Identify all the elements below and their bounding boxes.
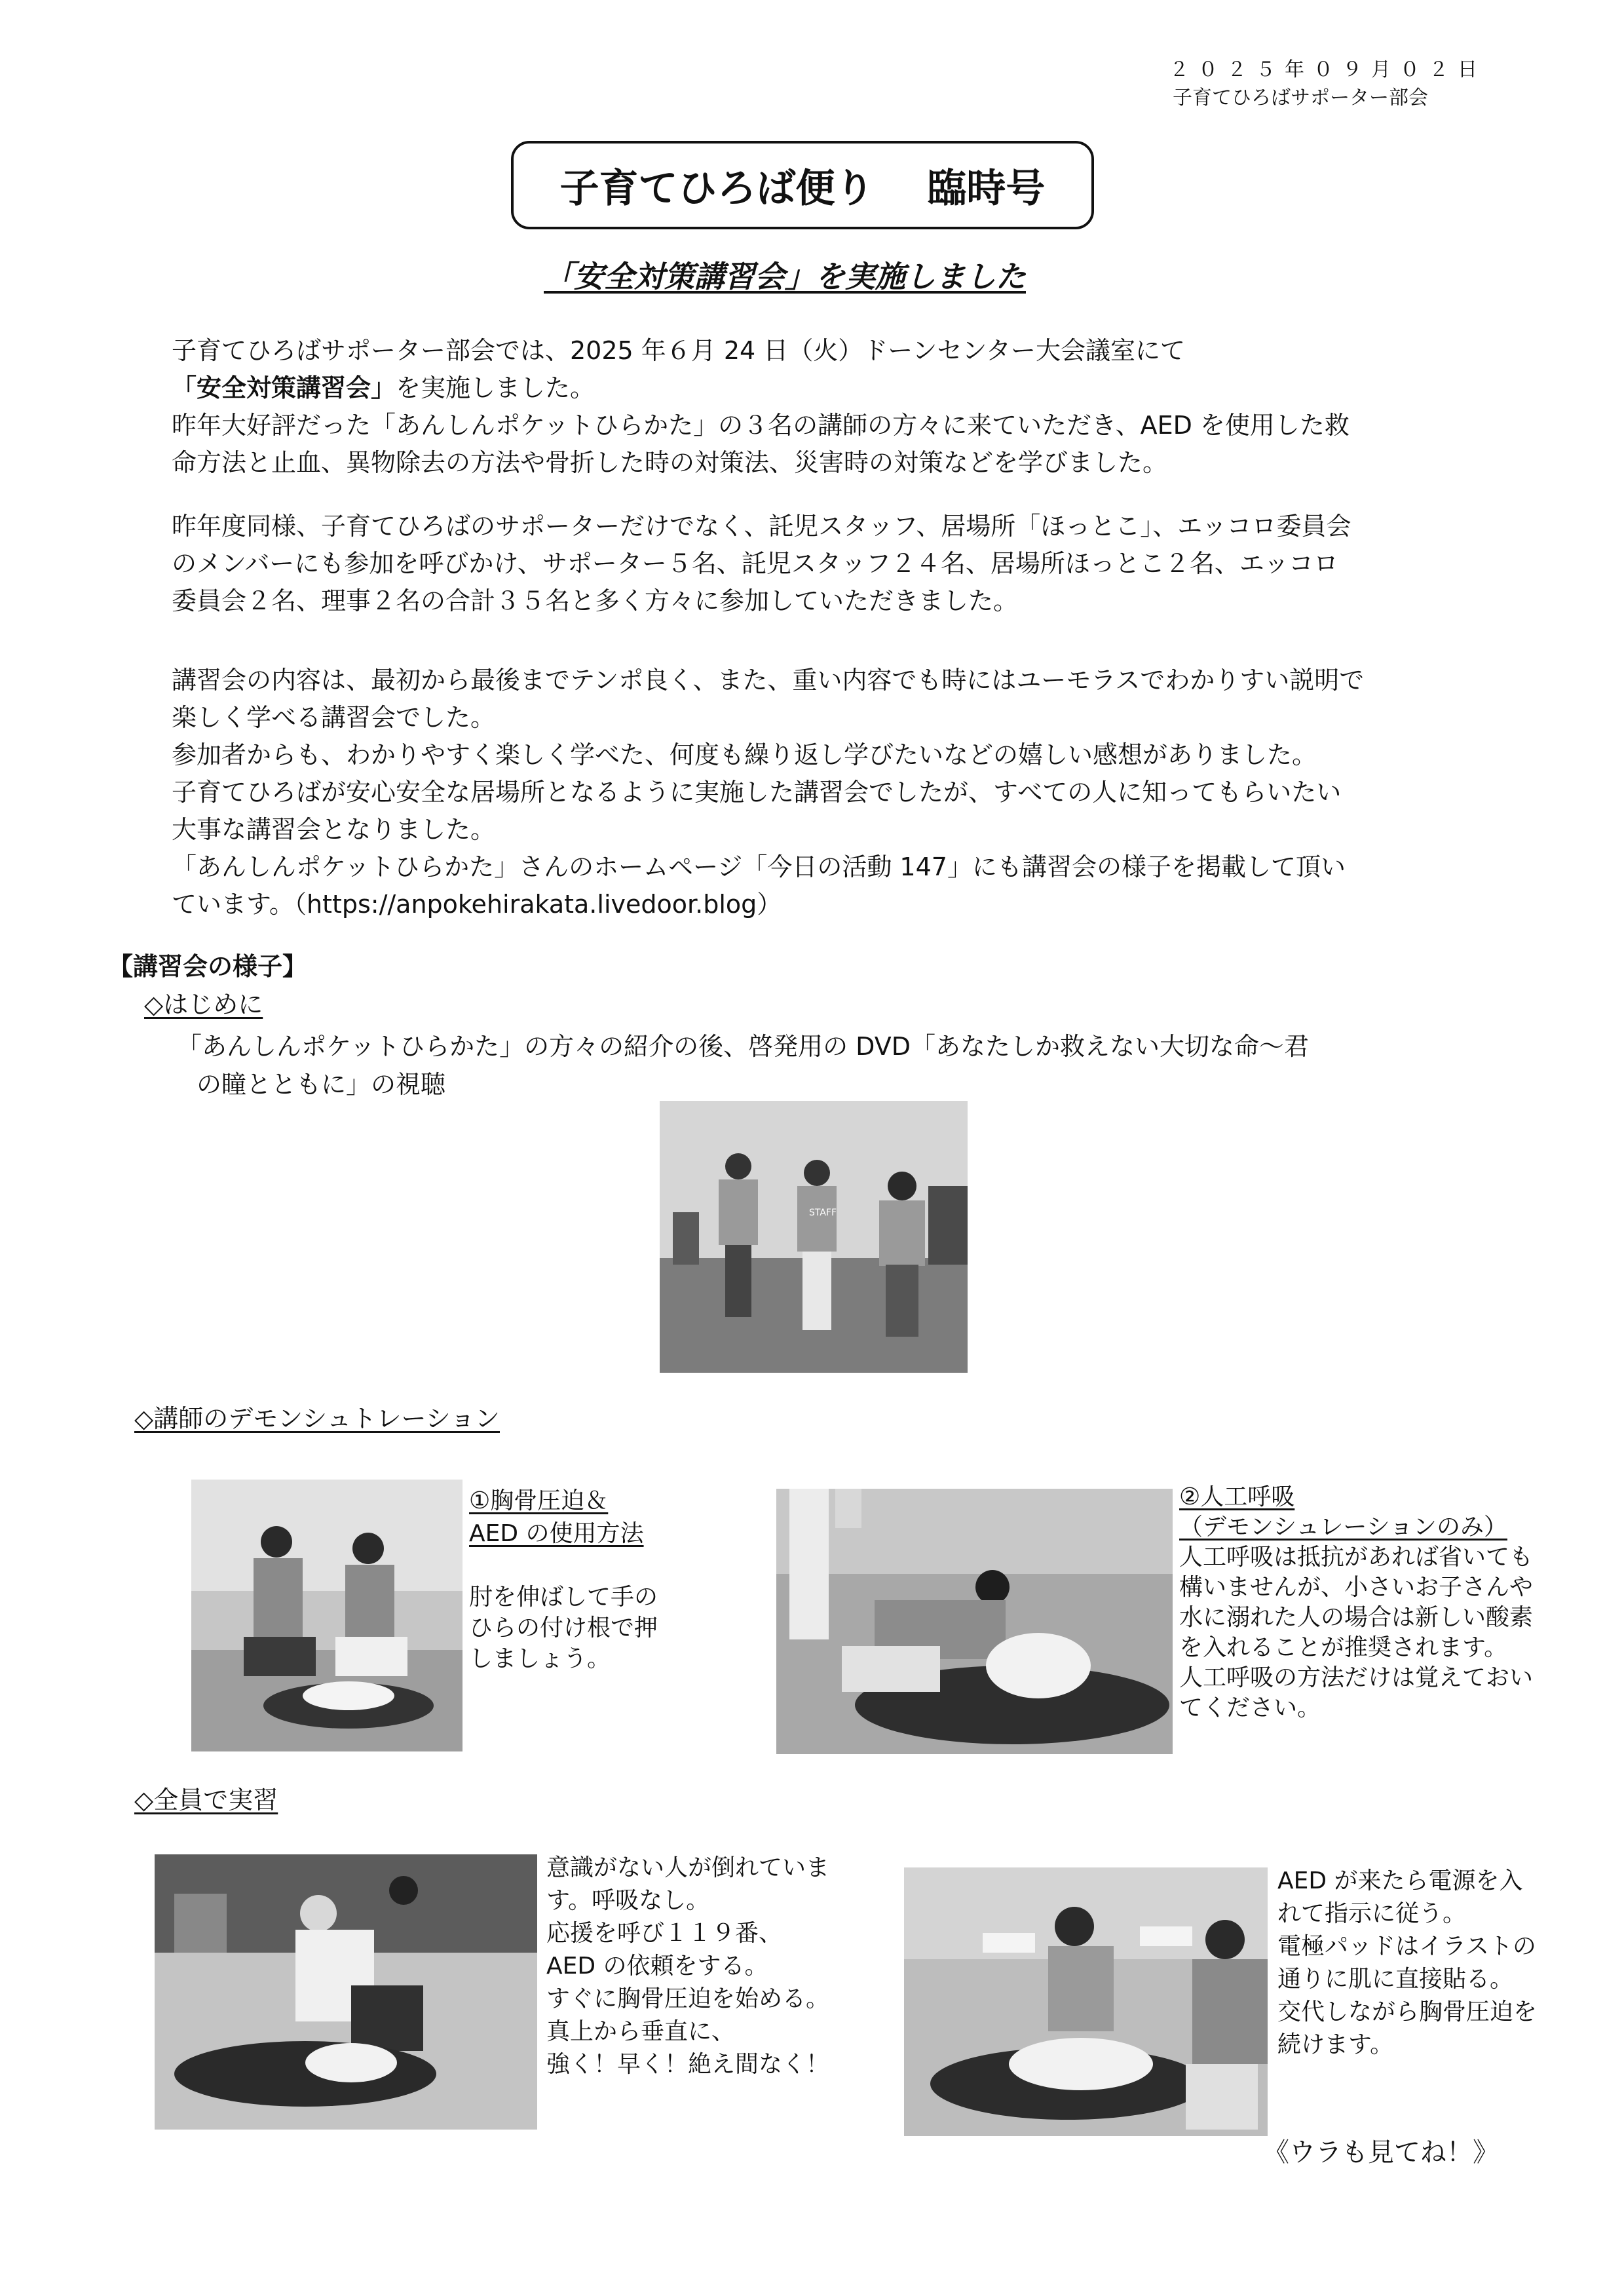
practice1-text-6: 真上から垂直に、 [546, 2018, 736, 2045]
demo2-text-6: てください。 [1179, 1694, 1321, 1721]
demo1-title-1: ①胸骨圧迫＆ [469, 1487, 609, 1514]
photo-practice-aed [904, 1867, 1268, 2136]
demo2-text-2: 構いませんが、小さいお子さんや [1179, 1574, 1534, 1601]
photo-demo-rescue-breathing [776, 1489, 1173, 1754]
intro-desc-line-1: 「あんしんポケットひらかた」の方々の紹介の後、啓発用の DVD「あなたしか救えない大切な命～君 [177, 1032, 1310, 1061]
demo1-text-3: しましょう。 [469, 1645, 611, 1672]
para2-line-2: のメンバーにも参加を呼びかけ、サポーター５名、託児スタッフ２４名、居場所ほっとこ２名、エッコロ [172, 549, 1339, 578]
intro-line-1: 子育てひろばサポーター部会では、2025 年６月 24 日（火）ドーンセンター大会議室にて [172, 336, 1186, 365]
para3-line-6: 「あんしんポケットひらかた」さんのホームページ「今日の活動 147」にも講習会の様子を掲載して頂い [172, 852, 1346, 881]
practice2-text-5: 交代しながら胸骨圧迫を [1277, 1999, 1538, 2025]
photo-instructors [660, 1101, 968, 1373]
intro-line-2-rest: を実施しました。 [396, 373, 595, 402]
practice2-text-2: れて指示に従う。 [1277, 1900, 1467, 1927]
practice-heading: ◇全員で実習 [134, 1786, 278, 1814]
demo2-title-1: ②人工呼吸 [1179, 1483, 1295, 1510]
newsletter-title-box [511, 141, 1094, 229]
para2-line-1: 昨年度同様、子育てひろばのサポーターだけでなく、託児スタッフ、居場所「ほっとこ」、エッコロ委員会 [172, 512, 1351, 541]
demo2-text-4: を入れることが推奨されます。 [1179, 1634, 1508, 1661]
see-back-note: 《ウラも見てね！》 [1263, 2137, 1499, 2168]
practice2-text-6: 続けます。 [1277, 2031, 1394, 2058]
para3-line-4: 子育てひろばが安心安全な居場所となるように実施した講習会でしたが、すべての人に知ってもらいたい [172, 778, 1342, 807]
demo1-text-1: 肘を伸ばして手の [469, 1584, 658, 1611]
practice2-text-3: 電極パッドはイラストの [1277, 1933, 1536, 1960]
para3-line-7: ています。（https://anpokehirakata.livedoor.blog） [172, 890, 782, 919]
demo2-text-5: 人工呼吸の方法だけは覚えておい [1179, 1664, 1534, 1691]
para3-line-2: 楽しく学べる講習会でした。 [172, 703, 496, 732]
issue-date: ２０２５年０９月０２日 [1169, 58, 1486, 81]
intro-heading: ◇はじめに [144, 990, 263, 1019]
intro-desc-line-2: の瞳とともに」の視聴 [197, 1070, 446, 1099]
demo2-title-2: （デモンシュレーションのみ） [1179, 1514, 1507, 1540]
practice1-text-1: 意識がない人が倒れていま [546, 1854, 830, 1881]
intro-line-3: 昨年大好評だった「あんしんポケットひらかた」の３名の講師の方々に来ていただき、AED を使用した救 [172, 411, 1350, 440]
intro-bold-event: 「安全対策講習会」 [172, 373, 396, 402]
practice2-text-4: 通りに肌に直接貼る。 [1277, 1966, 1514, 1993]
practice1-text-5: すぐに胸骨圧迫を始める。 [546, 1985, 830, 2012]
photo-practice-compression [155, 1854, 537, 2130]
demo1-text-2: ひらの付け根で押 [469, 1615, 658, 1641]
practice1-text-3: 応援を呼び１１９番、 [546, 1920, 783, 1947]
headline: 「安全対策講習会」を実施しました [544, 259, 1026, 294]
photo-demo-chest-compression [191, 1480, 463, 1751]
staff-vest-label: STAFF [809, 1208, 837, 1218]
intro-line-4: 命方法と止血、異物除去の方法や骨折した時の対策法、災害時の対策などを学びました。 [172, 448, 1168, 477]
demo-heading: ◇講師のデモンシュトレーション [134, 1404, 500, 1433]
newsletter-title: 子育てひろば便り 臨時号 [559, 165, 1046, 212]
practice1-text-4: AED の依頼をする。 [546, 1953, 768, 1980]
practice1-text-2: す。呼吸なし。 [546, 1887, 710, 1914]
para2-line-3: 委員会２名、理事２名の合計３５名と多く方々に参加していただきました。 [172, 586, 1019, 615]
practice1-text-7: 強く！早く！絶え間なく！ [546, 2051, 830, 2078]
practice2-text-1: AED が来たら電源を入 [1277, 1867, 1523, 1894]
demo2-text-3: 水に溺れた人の場合は新しい酸素 [1179, 1604, 1534, 1631]
para3-line-1: 講習会の内容は、最初から最後までテンポ良く、また、重い内容でも時にはユーモラスでわかりすい説明で [172, 666, 1365, 695]
demo1-title-2: AED の使用方法 [469, 1520, 644, 1547]
demo2-text-1: 人工呼吸は抵抗があれば省いても [1179, 1544, 1534, 1571]
para3-line-5: 大事な講習会となりました。 [172, 815, 496, 844]
para3-line-3: 参加者からも、わかりやすく楽しく学べた、何度も繰り返し学びたいなどの嬉しい感想がありました。 [172, 740, 1317, 769]
intro-line-2 [172, 372, 595, 404]
section-heading: 【講習会の様子】 [108, 952, 308, 981]
organization-name: 子育てひろばサポーター部会 [1173, 86, 1428, 109]
